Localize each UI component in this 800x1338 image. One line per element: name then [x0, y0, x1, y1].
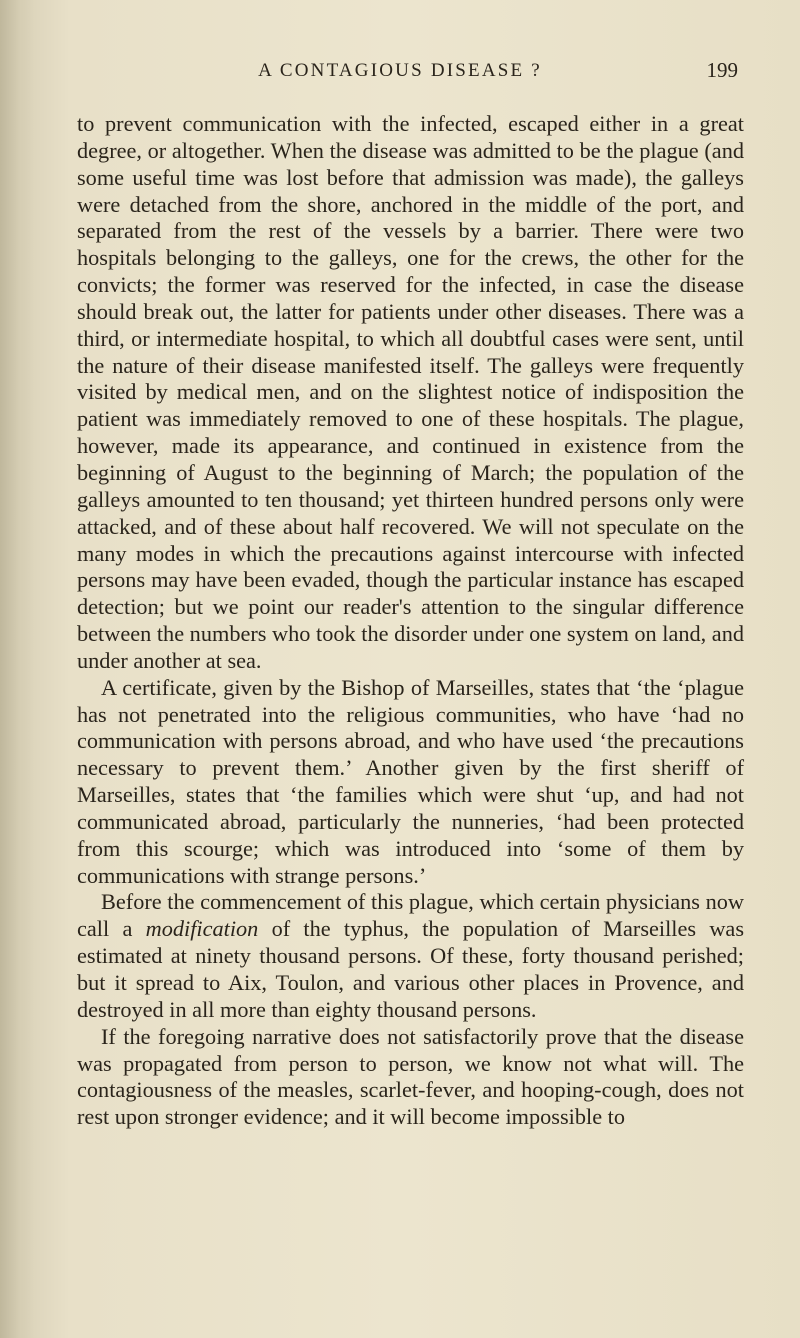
page-number: 199: [706, 58, 738, 82]
paragraph-population-end: of the typhus, the population of Marseilles was estimated at ninety thousand persons. Of these, forty thousand perished; but it spread to Aix, Toulon, and various other places in Provence, and destroyed in all more than eighty thousand persons.: [77, 916, 745, 1022]
paragraph-certificate: A certificate, given by the Bishop of Marseilles, states that ‘the ‘plague has not penetrated into the religious communities, who have ‘had no communication with persons abroad, and who have used ‘the precautions necessary to prevent them.’ Another given by the first sheriff of Marseilles, states that ‘the families which were shut ‘up, and had not communicated abroad, particularly the nunneries, ‘had been protected from this scourge; which was introduced into ‘some of them by communications with strange persons.’: [77, 674, 744, 888]
paragraph-galleys: to prevent communication with the infected, escaped either in a great degree, or altogether. When the disease was admitted to be the plague (and some useful time was lost before that admission was made), the galleys were detached from the shore, anchored in the middle of the port, and separated from the rest of the vessels by a barrier. There were two hospitals belonging to the galleys, one for the crews, the other for the convicts; the former was reserved for the infected, in case the disease should break out, the latter for patients under other diseases. There was a third, or intermediate hospital, to which all doubtful cases were sent, until the nature of their disease manifested itself. The galleys were frequently visited by medical men, and on the slightest notice of indisposition the patient was immediately removed to one of these hospitals. The plague, however, made its appearance, and continued in existence from the beginning of August to the beginning of March; the population of the galleys amounted to ten thousand; yet thirteen hundred persons only were attacked, and of these about half recovered. We will not speculate on the many modes in which the precautions against intercourse with infected persons may have been evaded, though the particular instance has escaped detection; but we point our reader's attention to the singular difference between the numbers who took the disorder under one system on land, and under another at sea.: [77, 111, 744, 673]
emphasis-modification: modification: [145, 916, 259, 942]
paragraph-contagion: If the foregoing narrative does not satisfactorily prove that the disease was propagated from person to person, we know not what will. The contagiousness of the measles, scarlet-fever, and hooping-cough, does not rest upon stronger evidence; and it will become impossible to: [77, 1023, 744, 1130]
paragraph-population: [77, 889, 744, 1023]
paragraph-population-start: Before the commencement of this plague, which certain physicians now call a: [77, 889, 744, 942]
page-binding-shadow: [0, 0, 34, 1338]
body-text: [77, 111, 744, 1131]
running-title: A CONTAGIOUS DISEASE ?: [258, 60, 542, 81]
running-head: [62, 56, 738, 86]
